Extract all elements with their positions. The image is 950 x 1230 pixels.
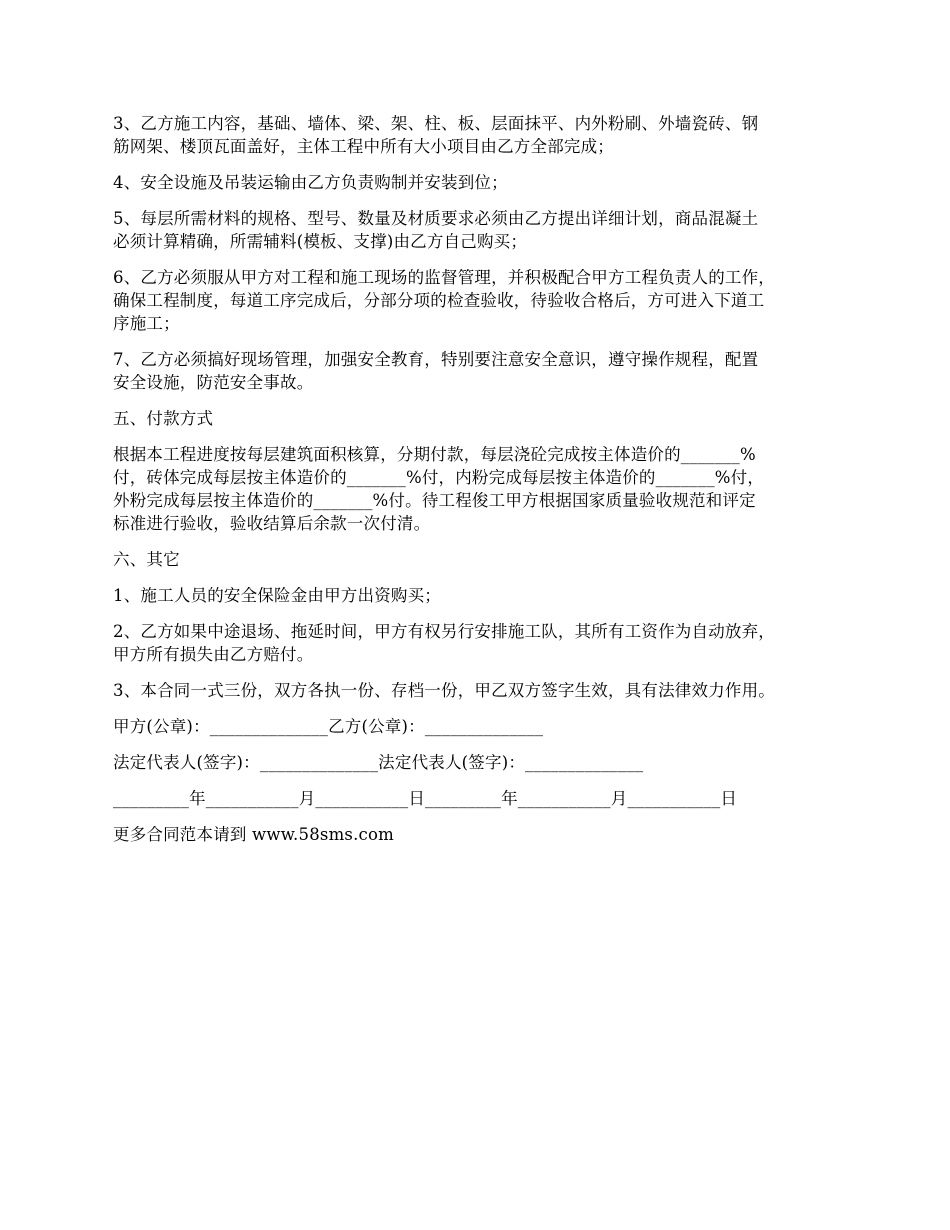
- other-clause-2-withdrawal: [113, 620, 843, 666]
- text-line: 1、施工人员的安全保险金由甲方出资购买；: [113, 586, 441, 605]
- other-clause-1-insurance: [113, 584, 843, 607]
- clause-5-materials: [113, 207, 843, 253]
- section-heading-payment: [113, 407, 843, 430]
- text-line: 7、乙方必须搞好现场管理，加强安全教育，特别要注意安全意识，遵守操作规程，配置: [113, 350, 759, 369]
- text-line: 6、乙方必须服从甲方对工程和施工现场的监督管理，并积极配合甲方工程负责人的工作，: [113, 268, 775, 287]
- text-line: 4、安全设施及吊装运输由乙方负责购制并安装到位；: [113, 173, 508, 192]
- text-line: 根据本工程进度按每层建筑面积核算，分期付款，每层浇砼完成按主体造价的_______%: [113, 445, 756, 464]
- text-line: 筋网架、楼顶瓦面盖好，主体工程中所有大小项目由乙方全部完成；: [113, 137, 614, 156]
- signature-representative-line: [113, 751, 843, 774]
- text-line: 2、乙方如果中途退场、拖延时间，甲方有权另行安排施工队，其所有工资作为自动放弃，: [113, 622, 775, 641]
- text-line: 安全设施，防范安全事故。: [113, 373, 314, 392]
- text-line: 3、本合同一式三份，双方各执一份、存档一份，甲乙双方签字生效，具有法律效力作用。: [113, 681, 775, 700]
- text-line: 确保工程制度，每道工序完成后，分部分项的检查验收，待验收合格后，方可进入下道工: [113, 291, 765, 310]
- text-line: _________年___________月___________日_________年___________月___________日: [113, 789, 738, 808]
- text-line: 付，砖体完成每层按主体造价的_______%付，内粉完成每层按主体造价的_______%付，: [113, 468, 765, 487]
- text-line: 3、乙方施工内容，基础、墙体、梁、架、柱、板、层面抹平、内外粉刷、外墙瓷砖、钢: [113, 114, 759, 133]
- text-line: 序施工；: [113, 314, 180, 333]
- text-line: 必须计算精确，所需辅料(模板、支撑)由乙方自己购买；: [113, 232, 528, 251]
- section-heading-other: [113, 548, 843, 571]
- heading-text: 六、其它: [113, 550, 180, 569]
- text-line: 甲方所有损失由乙方赔付。: [113, 645, 314, 664]
- heading-text: 五、付款方式: [113, 409, 214, 428]
- text-line: 法定代表人(签字)：______________法定代表人(签字)：______________: [113, 753, 644, 772]
- payment-terms: [113, 443, 843, 535]
- text-line: 标准进行验收，验收结算后余款一次付清。: [113, 514, 431, 533]
- clause-4-safety-facilities: [113, 171, 843, 194]
- text-line: 更多合同范本请到 www.58sms.com: [113, 825, 394, 844]
- text-line: 外粉完成每层按主体造价的_______%付。待工程俊工甲方根据国家质量验收规范和评定: [113, 491, 756, 510]
- signature-date-line: [113, 787, 843, 810]
- signature-seal-line: [113, 715, 843, 738]
- text-line: 5、每层所需材料的规格、型号、数量及材质要求必须由乙方提出详细计划，商品混凝土: [113, 209, 759, 228]
- clause-3-construction-content: [113, 112, 843, 158]
- document-page: [113, 112, 843, 859]
- clause-7-site-management: [113, 348, 843, 394]
- text-line: 甲方(公章)：______________乙方(公章)：______________: [113, 717, 544, 736]
- footer-more-templates: [113, 823, 843, 846]
- clause-6-supervision: [113, 266, 843, 335]
- other-clause-3-copies: [113, 679, 843, 702]
